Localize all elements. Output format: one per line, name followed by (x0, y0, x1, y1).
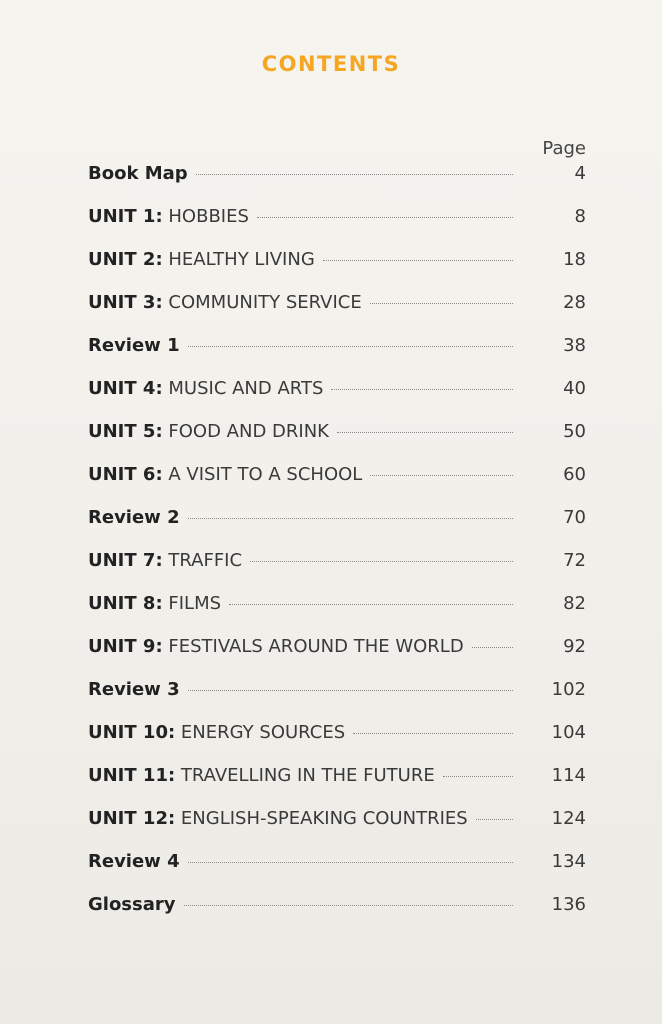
dot-leader (353, 733, 513, 734)
toc-page-number: 72 (563, 550, 586, 571)
toc-entry-label: UNIT 2: HEALTHY LIVING (88, 249, 315, 270)
toc-entry-label: UNIT 5: FOOD AND DRINK (88, 421, 329, 442)
dot-leader (472, 647, 513, 648)
dot-leader (443, 776, 513, 777)
toc-entry (88, 550, 586, 593)
toc-page-number: 136 (551, 894, 586, 915)
toc-entry (88, 894, 586, 937)
toc-page-number: 82 (563, 593, 586, 614)
dot-leader (196, 174, 513, 175)
table-of-contents (88, 163, 586, 937)
toc-page-number: 104 (551, 722, 586, 743)
toc-entry (88, 808, 586, 851)
toc-entry-label: UNIT 11: TRAVELLING IN THE FUTURE (88, 765, 435, 786)
toc-entry-label: UNIT 4: MUSIC AND ARTS (88, 378, 324, 399)
toc-entry (88, 335, 586, 378)
toc-page-number: 114 (551, 765, 586, 786)
toc-entry-label: Review 1 (88, 335, 180, 356)
toc-entry-label: UNIT 7: TRAFFIC (88, 550, 243, 571)
dot-leader (257, 217, 513, 218)
toc-entry-label: UNIT 12: ENGLISH-SPEAKING COUNTRIES (88, 808, 468, 829)
toc-entry-label: Review 4 (88, 851, 180, 872)
dot-leader (250, 561, 513, 562)
dot-leader (370, 475, 513, 476)
toc-entry-label: UNIT 10: ENERGY SOURCES (88, 722, 346, 743)
dot-leader (188, 862, 513, 863)
dot-leader (188, 690, 513, 691)
toc-entry (88, 765, 586, 808)
toc-page-number: 4 (574, 163, 586, 184)
toc-entry (88, 292, 586, 335)
toc-entry (88, 206, 586, 249)
toc-entry (88, 851, 586, 894)
toc-entry (88, 421, 586, 464)
dot-leader (331, 389, 513, 390)
toc-entry (88, 507, 586, 550)
page-column-header: Page (542, 138, 586, 159)
toc-entry-label: UNIT 9: FESTIVALS AROUND THE WORLD (88, 636, 464, 657)
toc-page-number: 102 (551, 679, 586, 700)
dot-leader (188, 518, 513, 519)
toc-entry (88, 249, 586, 292)
toc-entry (88, 163, 586, 206)
toc-entry-label: UNIT 6: A VISIT TO A SCHOOL (88, 464, 363, 485)
toc-entry (88, 378, 586, 421)
toc-page-number: 40 (563, 378, 586, 399)
dot-leader (323, 260, 513, 261)
dot-leader (184, 905, 514, 906)
dot-leader (229, 604, 513, 605)
toc-page-number: 92 (563, 636, 586, 657)
toc-page-number: 134 (551, 851, 586, 872)
toc-entry (88, 679, 586, 722)
toc-entry (88, 722, 586, 765)
toc-page-number: 28 (563, 292, 586, 313)
toc-entry (88, 464, 586, 507)
toc-page-number: 50 (563, 421, 586, 442)
toc-entry-label: Review 2 (88, 507, 180, 528)
contents-title: CONTENTS (261, 52, 401, 76)
toc-page-number: 124 (551, 808, 586, 829)
toc-page-number: 8 (574, 206, 586, 227)
dot-leader (188, 346, 513, 347)
toc-page-number: 38 (563, 335, 586, 356)
toc-entry-label: Glossary (88, 894, 176, 915)
toc-entry-label: UNIT 8: FILMS (88, 593, 222, 614)
toc-entry (88, 593, 586, 636)
toc-entry-label: UNIT 3: COMMUNITY SERVICE (88, 292, 362, 313)
dot-leader (337, 432, 513, 433)
toc-entry (88, 636, 586, 679)
toc-page-number: 18 (563, 249, 586, 270)
toc-page-number: 60 (563, 464, 586, 485)
dot-leader (476, 819, 513, 820)
dot-leader (370, 303, 513, 304)
toc-page-number: 70 (563, 507, 586, 528)
toc-entry-label: Review 3 (88, 679, 180, 700)
toc-entry-label: Book Map (88, 163, 188, 184)
toc-entry-label: UNIT 1: HOBBIES (88, 206, 249, 227)
